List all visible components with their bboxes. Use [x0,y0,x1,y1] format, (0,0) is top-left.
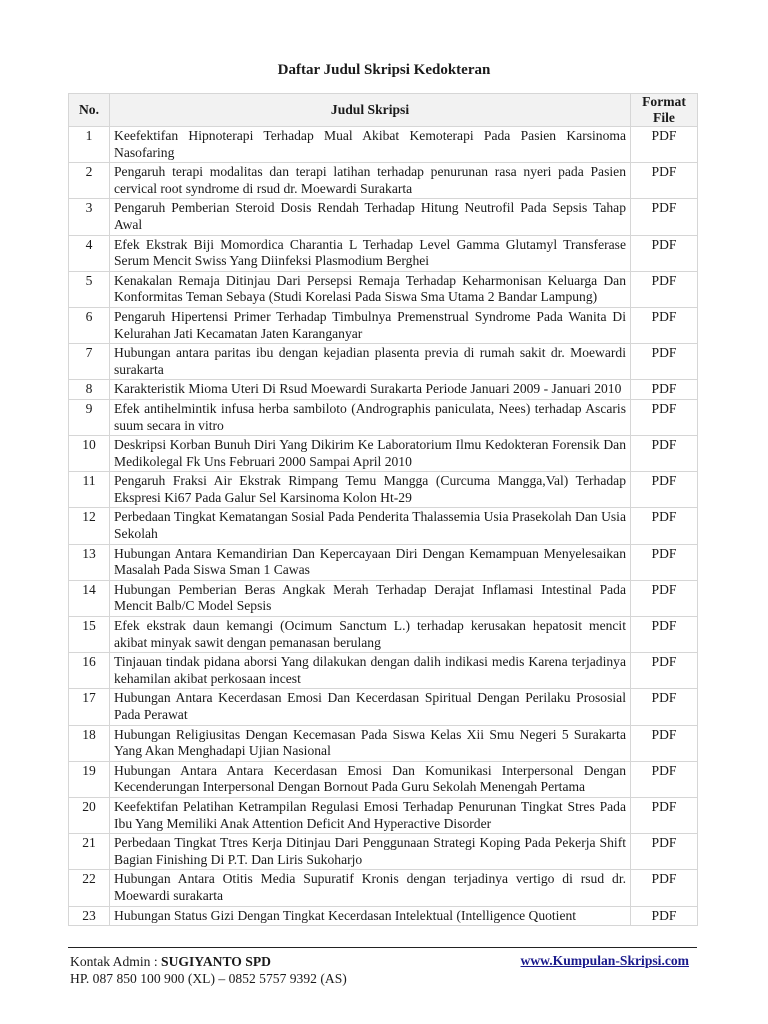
row-number: 5 [69,271,110,307]
row-title: Efek ekstrak daun kemangi (Ocimum Sanctum L.) terhadap kerusakan hepatosit mencit akibat minyak sawit dengan pemanasan berulang [110,617,631,653]
table-row [69,199,698,235]
row-title: Hubungan Pemberian Beras Angkak Merah Terhadap Derajat Inflamasi Intestinal Pada Mencit Balb/C Model Sepsis [110,580,631,616]
row-title: Hubungan antara paritas ibu dengan kejadian plasenta previa di rumah sakit dr. Moewardi surakarta [110,344,631,380]
row-format: PDF [631,544,698,580]
row-title: Keefektifan Hipnoterapi Terhadap Mual Akibat Kemoterapi Pada Pasien Karsinoma Nasofaring [110,127,631,163]
row-title: Deskripsi Korban Bunuh Diri Yang Dikirim Ke Laboratorium Ilmu Kedokteran Forensik Dan Medikolegal Fk Uns Februari 2000 Sampai April 2010 [110,436,631,472]
row-format: PDF [631,580,698,616]
row-number: 20 [69,797,110,833]
row-number: 2 [69,163,110,199]
header-no: No. [69,94,110,127]
footer-contact [70,953,347,987]
row-format: PDF [631,653,698,689]
row-title: Perbedaan Tingkat Ttres Kerja Ditinjau Dari Penggunaan Strategi Koping Pada Pekerja Shift Bagian Finishing Di P.T. Dan Liris Sukoharjo [110,834,631,870]
table-row [69,472,698,508]
row-title: Hubungan Status Gizi Dengan Tingkat Kecerdasan Intelektual (Intelligence Quotient [110,906,631,926]
table-row [69,163,698,199]
table-row [69,906,698,926]
row-number: 10 [69,436,110,472]
row-title: Pengaruh Hipertensi Primer Terhadap Timbulnya Premenstrual Syndrome Pada Wanita Di Kelurahan Jati Kecamatan Jaten Karanganyar [110,307,631,343]
row-format: PDF [631,235,698,271]
row-number: 23 [69,906,110,926]
table-row [69,399,698,435]
row-number: 17 [69,689,110,725]
row-number: 7 [69,344,110,380]
row-format: PDF [631,271,698,307]
row-format: PDF [631,906,698,926]
table-row [69,870,698,906]
row-number: 3 [69,199,110,235]
row-number: 1 [69,127,110,163]
row-number: 15 [69,617,110,653]
table-header-row [69,94,698,127]
table-row [69,380,698,400]
table-row [69,761,698,797]
row-format: PDF [631,797,698,833]
row-number: 14 [69,580,110,616]
row-title: Pengaruh Pemberian Steroid Dosis Rendah Terhadap Hitung Neutrofil Pada Sepsis Tahap Awal [110,199,631,235]
row-format: PDF [631,870,698,906]
row-number: 13 [69,544,110,580]
row-format: PDF [631,508,698,544]
row-title: Keefektifan Pelatihan Ketrampilan Regulasi Emosi Terhadap Penurunan Tingkat Stres Pada Ibu Yang Memiliki Anak Attention Deficit And Hyperactive Disorder [110,797,631,833]
row-format: PDF [631,399,698,435]
row-format: PDF [631,725,698,761]
row-title: Hubungan Religiusitas Dengan Kecemasan Pada Siswa Kelas Xii Smu Negeri 5 Surakarta Yang Akan Menghadapi Ujian Nasional [110,725,631,761]
row-number: 18 [69,725,110,761]
header-format-line1: Format [642,94,686,109]
table-row [69,307,698,343]
row-title: Pengaruh Fraksi Air Ekstrak Rimpang Temu Mangga (Curcuma Mangga,Val) Terhadap Ekspresi Ki67 Pada Galur Sel Karsinoma Kolon Ht-29 [110,472,631,508]
website-link[interactable]: www.Kumpulan-Skripsi.com [520,953,689,968]
row-title: Hubungan Antara Kecerdasan Emosi Dan Kecerdasan Spiritual Dengan Perilaku Prososial Pada Perawat [110,689,631,725]
table-row [69,689,698,725]
row-title: Karakteristik Mioma Uteri Di Rsud Moewardi Surakarta Periode Januari 2009 - Januari 2010 [110,380,631,400]
table-row [69,834,698,870]
table-row [69,127,698,163]
header-judul: Judul Skripsi [110,94,631,127]
row-format: PDF [631,307,698,343]
row-format: PDF [631,472,698,508]
table-row [69,580,698,616]
contact-label: Kontak Admin : [70,954,162,969]
row-format: PDF [631,761,698,797]
skripsi-table [68,93,698,926]
row-number: 9 [69,399,110,435]
row-title: Kenakalan Remaja Ditinjau Dari Persepsi Remaja Terhadap Keharmonisan Keluarga Dan Konformitas Teman Sebaya (Studi Korelasi Pada Siswa Sma Utama 2 Bandar Lampung) [110,271,631,307]
page-title: Daftar Judul Skripsi Kedokteran [277,62,491,78]
row-number: 4 [69,235,110,271]
row-title: Hubungan Antara Antara Kecerdasan Emosi Dan Komunikasi Interpersonal Dengan Kecenderungan Interpersonal Dengan Bornout Pada Guru Sekolah Menengah Pertama [110,761,631,797]
table-row [69,725,698,761]
row-title: Hubungan Antara Otitis Media Supuratif Kronis dengan terjadinya vertigo di rsud dr. Moewardi surakarta [110,870,631,906]
table-row [69,508,698,544]
table-row [69,271,698,307]
row-number: 8 [69,380,110,400]
table-body [69,127,698,926]
row-format: PDF [631,834,698,870]
row-number: 11 [69,472,110,508]
header-format [631,94,698,127]
table-row [69,235,698,271]
contact-name: SUGIYANTO SPD [161,954,271,969]
table-row [69,544,698,580]
row-number: 19 [69,761,110,797]
row-number: 12 [69,508,110,544]
row-format: PDF [631,163,698,199]
contact-phone: HP. 087 850 100 900 (XL) – 0852 5757 9392 (AS) [70,971,347,986]
row-number: 6 [69,307,110,343]
row-title: Efek antihelmintik infusa herba sambiloto (Andrographis paniculata, Nees) terhadap Ascaris suum secara in vitro [110,399,631,435]
row-format: PDF [631,617,698,653]
row-number: 22 [69,870,110,906]
row-format: PDF [631,199,698,235]
row-format: PDF [631,380,698,400]
row-format: PDF [631,689,698,725]
row-format: PDF [631,436,698,472]
row-number: 16 [69,653,110,689]
row-format: PDF [631,127,698,163]
row-title: Pengaruh terapi modalitas dan terapi latihan terhadap penurunan rasa nyeri pada Pasien cervical root syndrome di rsud dr. Moewardi Surakarta [110,163,631,199]
row-title: Hubungan Antara Kemandirian Dan Kepercayaan Diri Dengan Kemampuan Menyelesaikan Masalah Pada Siswa Sman 1 Cawas [110,544,631,580]
row-title: Tinjauan tindak pidana aborsi Yang dilakukan dengan dalih indikasi medis Karena terjadinya kehamilan akibat perkosaan incest [110,653,631,689]
table-row [69,436,698,472]
row-number: 21 [69,834,110,870]
table-row [69,797,698,833]
row-title: Efek Ekstrak Biji Momordica Charantia L Terhadap Level Gamma Glutamyl Transferase Serum Mencit Swiss Yang Diinfeksi Plasmodium Berghei [110,235,631,271]
header-format-line2: File [653,110,675,125]
row-format: PDF [631,344,698,380]
row-title: Perbedaan Tingkat Kematangan Sosial Pada Penderita Thalassemia Usia Prasekolah Dan Usia Sekolah [110,508,631,544]
footer-divider [68,947,697,948]
table-row [69,653,698,689]
table-row [69,617,698,653]
table-row [69,344,698,380]
